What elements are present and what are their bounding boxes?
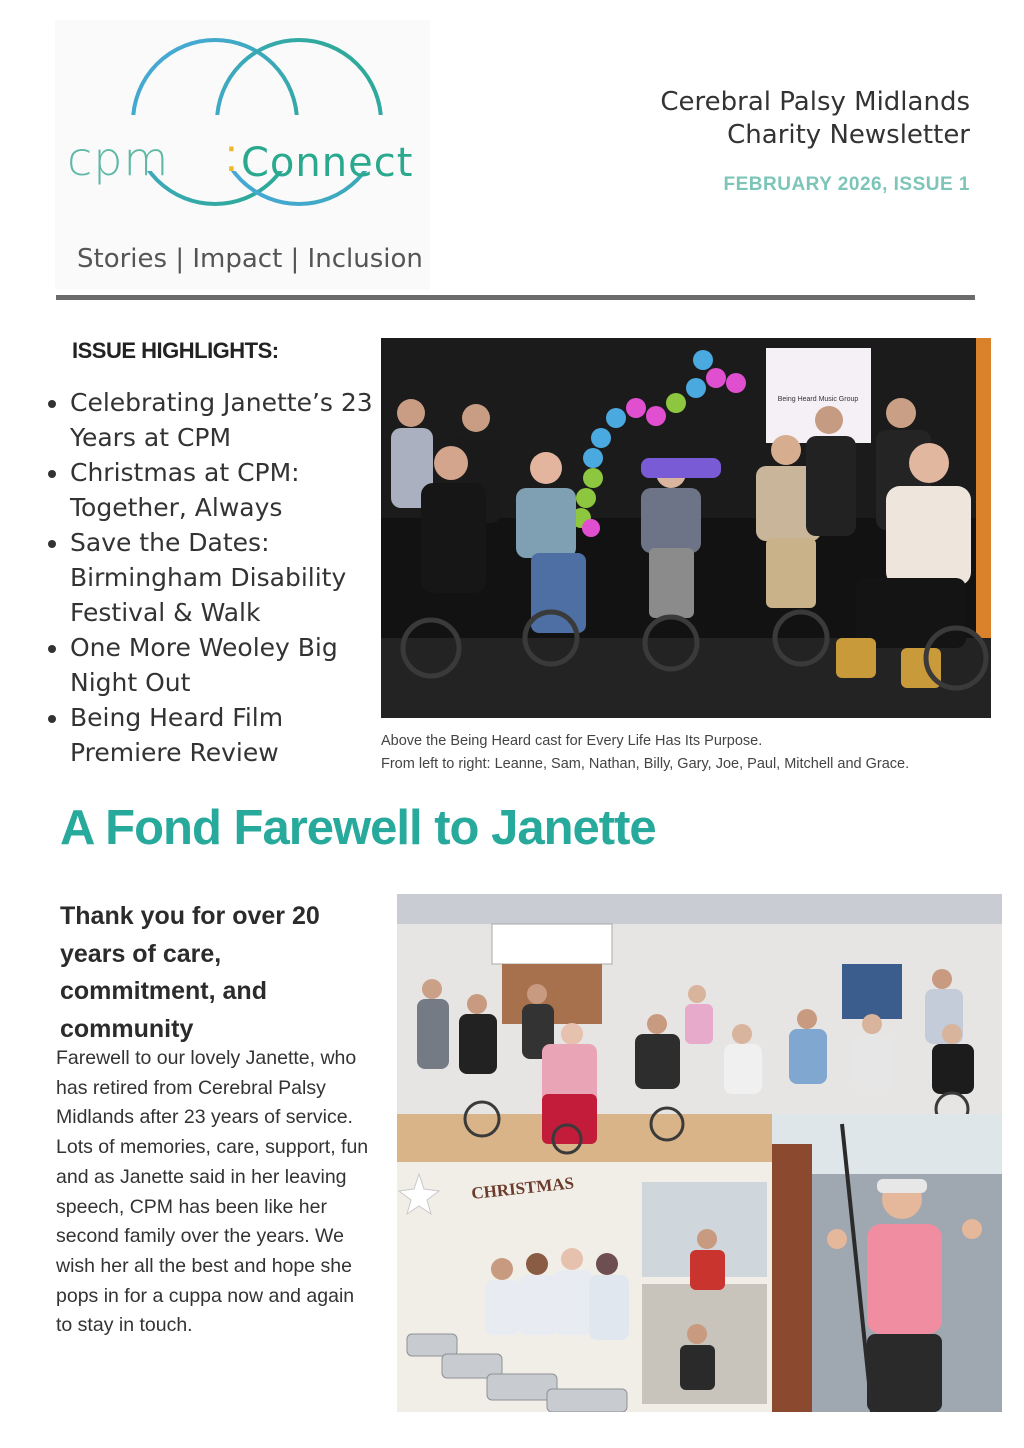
caption-line2: From left to right: Leanne, Sam, Nathan, Billy, Gary, Joe, Paul, Mitchell and Grace. (381, 756, 910, 772)
highlight-item: • Save the Dates: Birmingham Disability Festival & Walk (70, 525, 390, 630)
article-subheading: Thank you for over 20 years of care, commitment, and community (60, 902, 320, 1043)
photo-collage (397, 894, 1002, 1412)
org-name-line1: Cerebral Palsy Midlands (660, 87, 970, 117)
article-body: Farewell to our lovely Janette, who has retired from Cerebral Palsy Midlands after 23 years of service. Lots of memories, care, support, fun and as Janette said in her leaving speech, CPM has been like her second family over the years. We wish her all the best and hope she pops in for a cuppa now and again to stay in touch. (56, 1047, 369, 1337)
brand-cpm: cpm (67, 132, 170, 186)
org-name-line2: Charity Newsletter (727, 120, 970, 150)
cast-photo (381, 338, 991, 718)
caption-line1: Above the Being Heard cast for Every Life Has Its Purpose. (381, 733, 763, 749)
highlight-item: • Being Heard Film Premiere Review (70, 700, 390, 770)
brand-colon-glyph: : (225, 129, 239, 181)
photo-caption (381, 730, 909, 776)
brand-connect: Connect (241, 140, 414, 186)
highlights-list (42, 385, 390, 770)
tagline: Stories | Impact | Inclusion (77, 244, 423, 274)
banner-text: Being Heard Music Group (777, 396, 859, 403)
highlight-item: • Celebrating Janette’s 23 Years at CPM (70, 385, 390, 455)
christmas-banner: CHRISTMAS (470, 1173, 575, 1203)
article-title: A Fond Farewell to Janette (60, 801, 656, 855)
logo (55, 20, 430, 290)
header-divider (56, 295, 975, 300)
highlight-item: • Christmas at CPM: Together, Always (70, 455, 390, 525)
highlights-heading: ISSUE HIGHLIGHTS: (72, 338, 279, 363)
highlight-item: • One More Weoley Big Night Out (70, 630, 390, 700)
issue-date: FEBRUARY 2026, ISSUE 1 (723, 174, 970, 195)
org-name (660, 86, 970, 152)
